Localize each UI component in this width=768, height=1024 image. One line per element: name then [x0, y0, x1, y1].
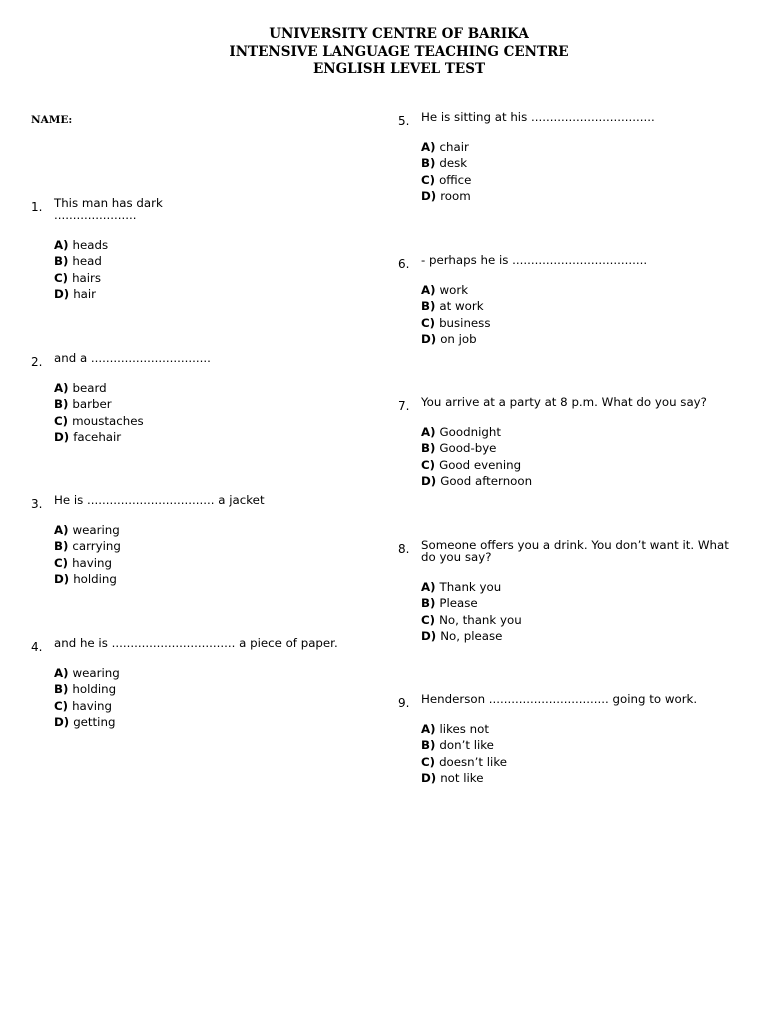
- option-text: facehair: [73, 429, 122, 444]
- answer-option: [421, 737, 507, 753]
- option-text: No, please: [440, 628, 503, 643]
- answer-options: [54, 237, 108, 302]
- option-text: hairs: [72, 270, 102, 285]
- test-title: ENGLISH LEVEL TEST: [312, 61, 486, 77]
- option-letter: D): [421, 770, 437, 785]
- option-text: room: [440, 188, 471, 203]
- question-number: 4.: [31, 640, 43, 654]
- option-text: not like: [440, 770, 484, 785]
- option-letter: B): [54, 682, 69, 697]
- answer-options: [421, 579, 522, 644]
- test-header: [0, 26, 768, 79]
- option-text: moustaches: [72, 413, 144, 428]
- option-letter: A): [54, 666, 69, 680]
- answer-option: [54, 286, 108, 302]
- option-text: desk: [439, 156, 468, 171]
- option-letter: A): [54, 381, 69, 395]
- question-number: 1.: [31, 200, 43, 214]
- question-text: You arrive at a party at 8 p.m. What do you say?: [421, 395, 707, 409]
- centre-title: INTENSIVE LANGUAGE TEACHING CENTRE: [229, 43, 569, 60]
- question-text: and a ................................: [54, 351, 211, 365]
- option-text: chair: [439, 140, 469, 154]
- option-letter: D): [421, 473, 437, 488]
- answer-option: [421, 457, 532, 473]
- option-text: don’t like: [439, 738, 494, 753]
- answer-option: [421, 770, 507, 786]
- option-letter: C): [421, 754, 436, 769]
- option-letter: C): [54, 555, 69, 570]
- option-text: Good evening: [439, 457, 522, 472]
- question-text: He is .................................. a jacket: [54, 493, 265, 507]
- answer-options: [54, 522, 121, 587]
- answer-option: [421, 188, 471, 204]
- answer-options: [421, 721, 507, 786]
- option-text: Good afternoon: [440, 473, 533, 488]
- option-letter: B): [421, 299, 436, 314]
- option-letter: B): [421, 156, 436, 171]
- question-text: and he is ................................. a piece of paper.: [54, 636, 338, 650]
- answer-option: [54, 555, 121, 571]
- question-number: 9.: [398, 696, 410, 710]
- option-letter: B): [421, 441, 436, 456]
- question-text: He is sitting at his .................................: [421, 110, 655, 124]
- option-letter: C): [54, 270, 69, 285]
- name-label: NAME:: [31, 114, 73, 126]
- answer-option: [54, 538, 121, 554]
- option-text: Good-bye: [439, 441, 497, 456]
- question-text: Someone offers you a drink. You don’t want it. What do you say?: [421, 538, 729, 564]
- option-text: having: [72, 555, 112, 570]
- answer-option: [421, 754, 507, 770]
- question-number: 7.: [398, 399, 410, 413]
- option-text: barber: [72, 397, 112, 412]
- answer-option: [421, 628, 522, 644]
- option-text: head: [72, 254, 102, 269]
- option-text: office: [439, 172, 472, 187]
- answer-option: [421, 331, 490, 347]
- option-text: No, thank you: [439, 612, 522, 627]
- option-letter: A): [421, 580, 436, 594]
- option-letter: A): [421, 425, 436, 439]
- option-letter: A): [421, 283, 436, 297]
- answer-option: [421, 612, 522, 628]
- option-letter: D): [54, 286, 70, 301]
- answer-option: [421, 282, 490, 298]
- answer-option: [421, 595, 522, 611]
- question-number: 2.: [31, 355, 43, 369]
- option-letter: D): [54, 571, 70, 586]
- option-letter: A): [54, 238, 69, 252]
- answer-option: [54, 270, 108, 286]
- option-letter: A): [421, 140, 436, 154]
- option-letter: C): [54, 413, 69, 428]
- option-letter: D): [421, 188, 437, 203]
- answer-options: [421, 282, 490, 347]
- answer-option: [54, 237, 108, 253]
- option-text: at work: [439, 299, 484, 314]
- option-text: wearing: [72, 666, 120, 680]
- option-letter: B): [54, 254, 69, 269]
- option-text: Please: [439, 596, 478, 611]
- answer-option: [54, 681, 120, 697]
- option-letter: C): [421, 457, 436, 472]
- answer-option: [421, 298, 490, 314]
- option-letter: D): [421, 331, 437, 346]
- question-number: 3.: [31, 497, 43, 511]
- option-letter: D): [421, 628, 437, 643]
- answer-option: [54, 698, 120, 714]
- option-text: business: [439, 315, 491, 330]
- option-text: doesn’t like: [439, 754, 507, 769]
- option-text: wearing: [72, 523, 120, 537]
- answer-options: [421, 139, 471, 204]
- answer-option: [421, 440, 532, 456]
- option-text: getting: [73, 714, 116, 729]
- option-letter: B): [421, 596, 436, 611]
- option-text: Goodnight: [439, 425, 501, 439]
- option-text: holding: [73, 571, 117, 586]
- option-letter: D): [54, 714, 70, 729]
- answer-option: [421, 473, 532, 489]
- answer-options: [421, 424, 532, 489]
- option-letter: C): [421, 172, 436, 187]
- question-text: This man has dark ......................: [54, 196, 163, 222]
- option-text: carrying: [72, 539, 121, 554]
- option-text: heads: [72, 238, 109, 252]
- answer-option: [421, 139, 471, 155]
- option-letter: A): [54, 523, 69, 537]
- option-letter: B): [54, 397, 69, 412]
- question-text: - perhaps he is ....................................: [421, 253, 648, 267]
- option-text: Thank you: [439, 580, 502, 594]
- answer-option: [54, 522, 121, 538]
- answer-option: [54, 714, 120, 730]
- answer-option: [421, 424, 532, 440]
- question-number: 6.: [398, 257, 410, 271]
- option-text: holding: [72, 682, 117, 697]
- answer-option: [54, 571, 121, 587]
- option-letter: B): [421, 738, 436, 753]
- question-number: 5.: [398, 114, 410, 128]
- university-title: UNIVERSITY CENTRE OF BARIKA: [269, 26, 529, 42]
- option-text: beard: [72, 381, 107, 395]
- answer-options: [54, 380, 144, 445]
- question-number: 8.: [398, 542, 410, 556]
- answer-option: [421, 721, 507, 737]
- answer-option: [421, 315, 490, 331]
- option-letter: C): [421, 315, 436, 330]
- option-text: hair: [73, 286, 97, 301]
- answer-option: [54, 429, 144, 445]
- answer-option: [421, 155, 471, 171]
- option-text: likes not: [439, 722, 489, 736]
- answer-options: [54, 665, 120, 730]
- option-letter: D): [54, 429, 70, 444]
- option-letter: C): [54, 698, 69, 713]
- answer-option: [54, 413, 144, 429]
- answer-option: [54, 380, 144, 396]
- answer-option: [421, 579, 522, 595]
- option-text: having: [72, 698, 112, 713]
- option-letter: B): [54, 539, 69, 554]
- answer-option: [54, 665, 120, 681]
- option-letter: C): [421, 612, 436, 627]
- option-letter: A): [421, 722, 436, 736]
- answer-option: [54, 396, 144, 412]
- question-text: Henderson ................................ going to work.: [421, 692, 698, 706]
- option-text: on job: [440, 331, 477, 346]
- answer-option: [421, 172, 471, 188]
- answer-option: [54, 253, 108, 269]
- option-text: work: [439, 283, 469, 297]
